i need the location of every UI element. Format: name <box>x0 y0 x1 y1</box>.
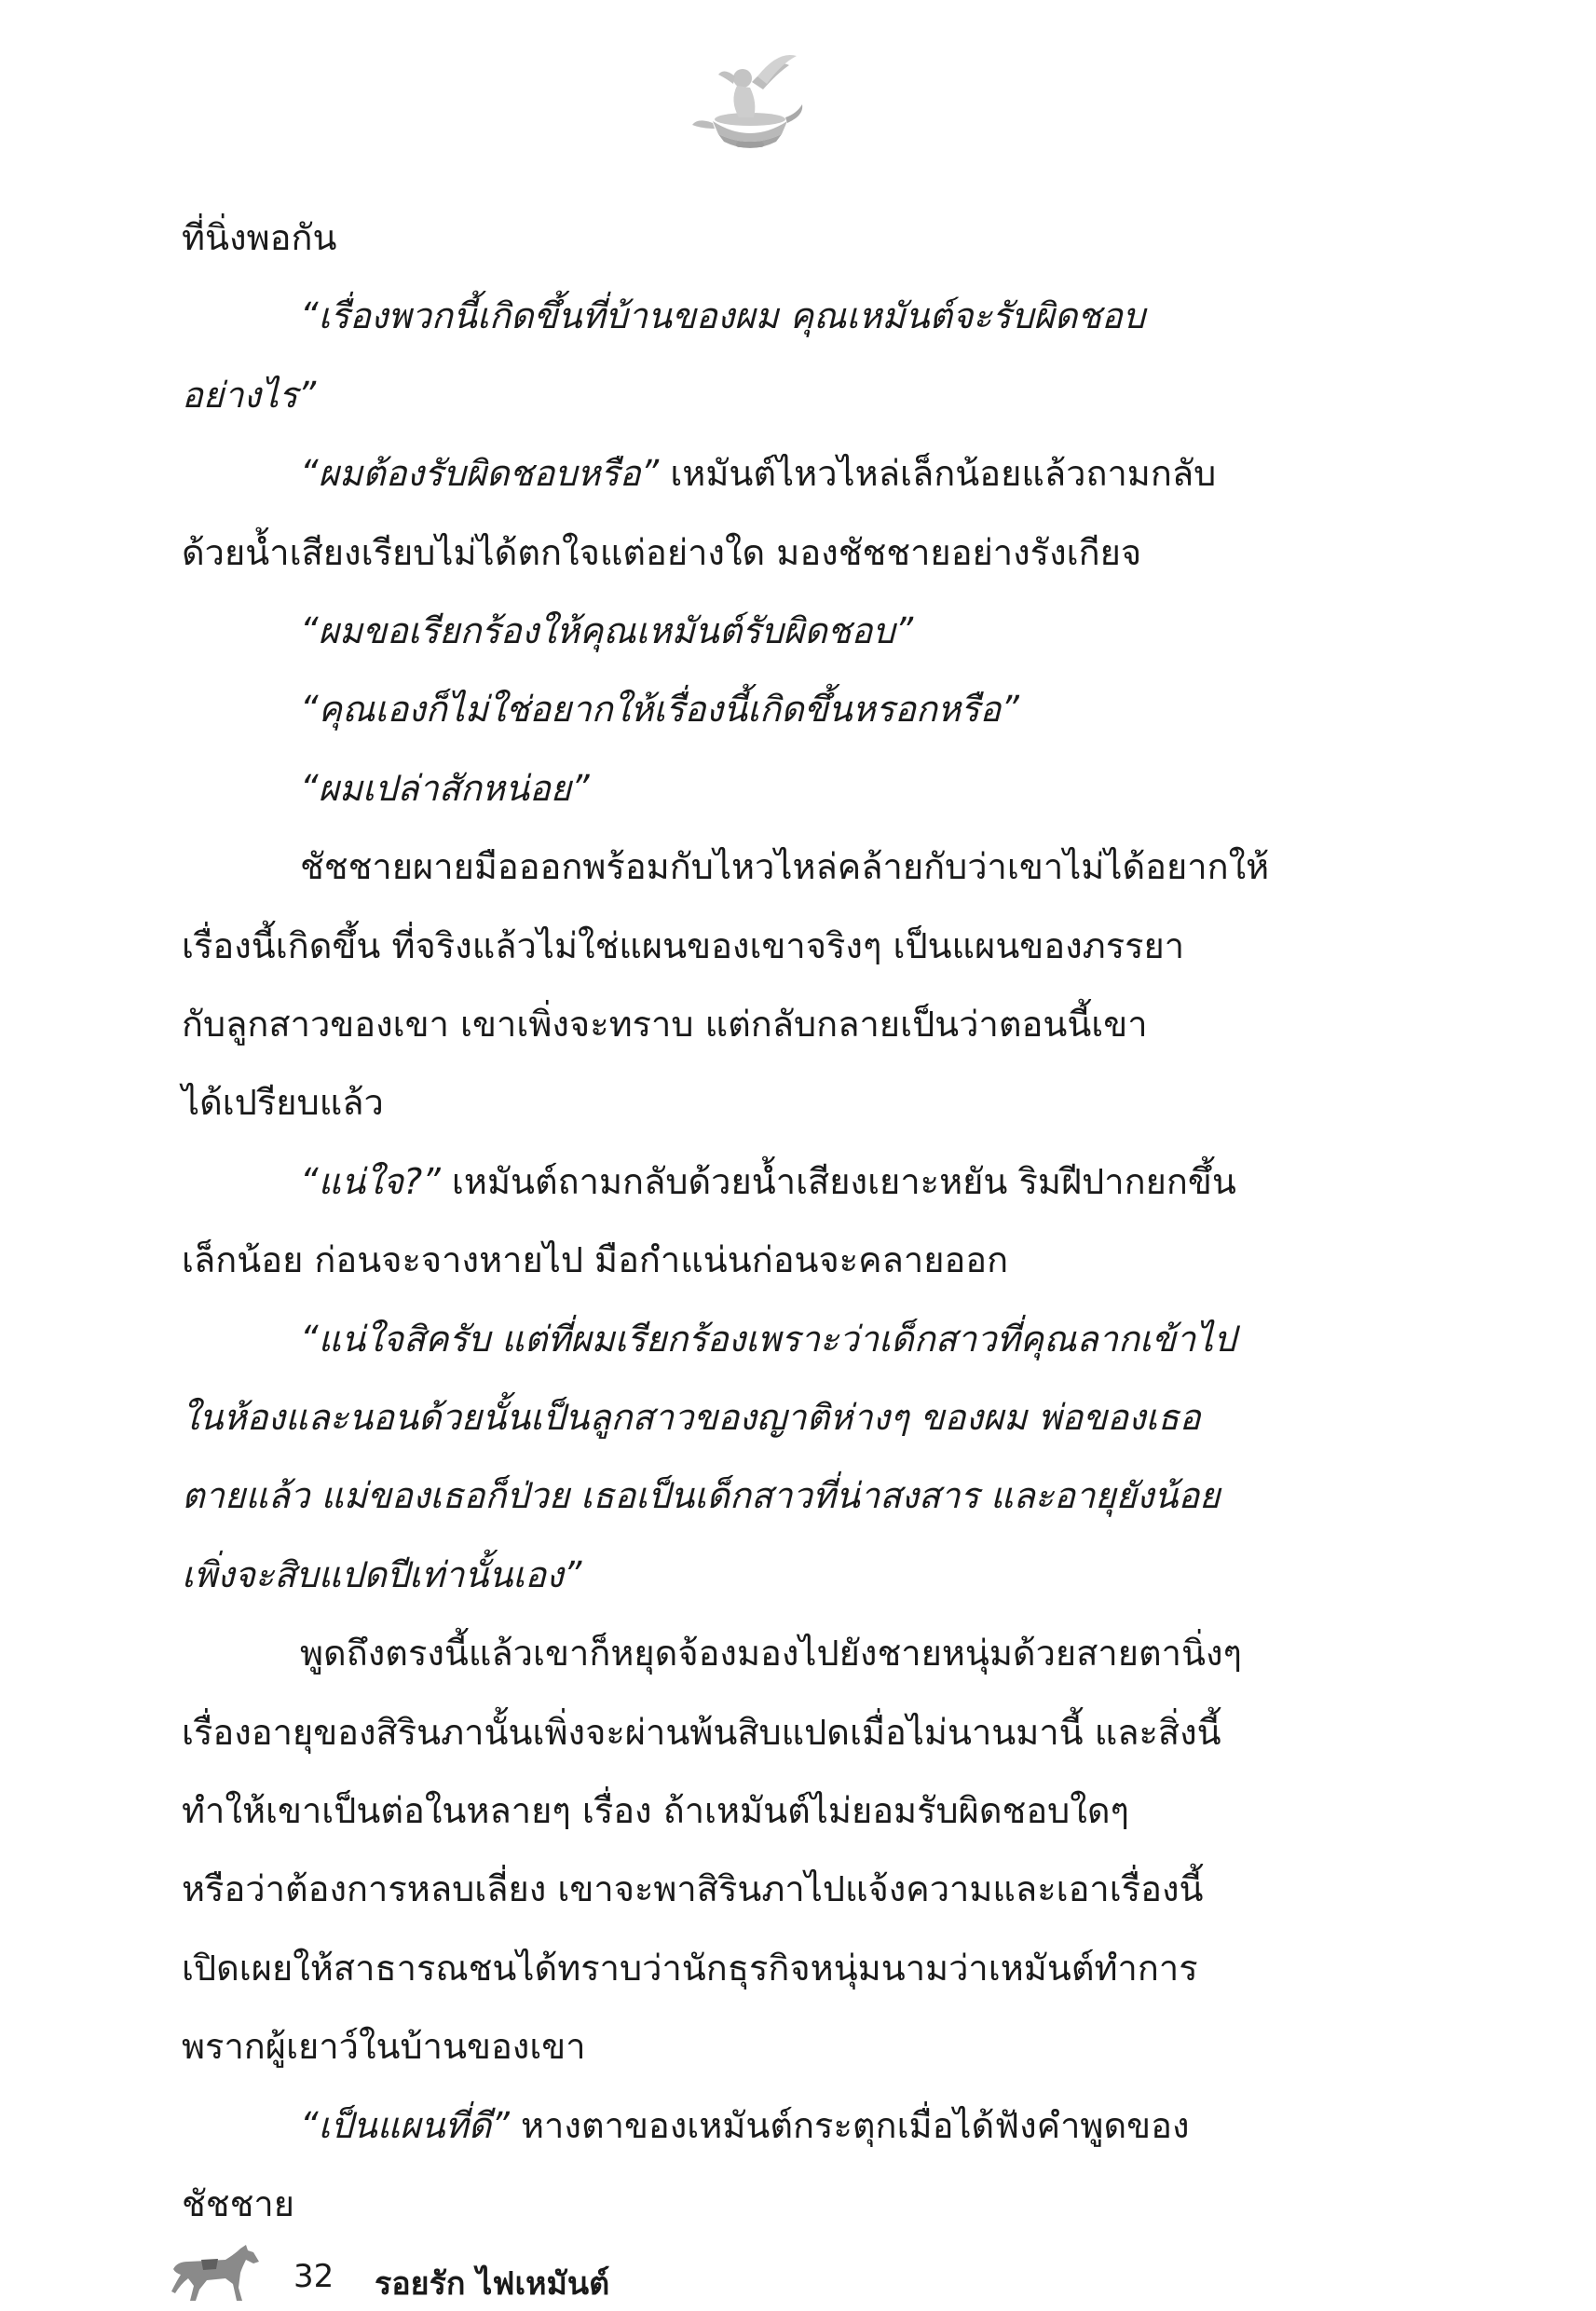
text-line <box>182 996 1148 1052</box>
text-line <box>182 918 1184 974</box>
text-line <box>300 2098 1190 2154</box>
text-line <box>182 1468 1220 1524</box>
horse-icon <box>168 2241 270 2306</box>
text-line <box>182 1783 1129 1839</box>
narration-text: หางตาของเหมันต์กระตุกเมื่อได้ฟังคำพูดของ <box>509 2105 1190 2146</box>
narration-text: ชัชชาย <box>182 2183 294 2224</box>
narration-text: พรากผู้เยาว์ในบ้านของเขา <box>182 2026 586 2067</box>
narration-text: พูดถึงตรงนี้แล้วเขาก็หยุดจ้องมองไปยังชายหนุ่มด้วยสายตานิ่งๆ <box>300 1633 1242 1674</box>
text-line <box>300 839 1269 895</box>
text-line <box>182 210 336 266</box>
narration-text: เล็กน้อย ก่อนจะจางหายไป มือกำแน่นก่อนจะคลายออก <box>182 1239 1009 1280</box>
dialogue-text: “แน่ใจสิครับ แต่ที่ผมเรียกร้องเพราะว่าเด็กสาวที่คุณลากเข้าไป <box>300 1319 1236 1360</box>
dialogue-text: ตายแล้ว แม่ของเธอก็ป่วย เธอเป็นเด็กสาวที่น่าสงสาร และอายุยังน้อย <box>182 1475 1221 1516</box>
text-line <box>182 1074 384 1130</box>
text-line <box>182 1547 581 1603</box>
narration-text: ได้เปรียบแล้ว <box>182 1082 384 1123</box>
dialogue-text: “แน่ใจ?” <box>300 1161 441 1202</box>
book-title: รอยรัก ไฟเหมันต์ <box>375 2265 610 2303</box>
narration-text: กับลูกสาวของเขา เขาเพิ่งจะทราบ แต่กลับกลายเป็นว่าตอนนี้เขา <box>182 1004 1148 1045</box>
narration-text: ทำให้เขาเป็นต่อในหลายๆ เรื่อง ถ้าเหมันต์ไม่ยอมรับผิดชอบใดๆ <box>182 1790 1129 1831</box>
text-line <box>182 367 316 423</box>
text-line <box>300 288 1145 344</box>
text-line <box>182 1232 1008 1288</box>
text-line <box>182 1861 1204 1917</box>
ornament-cupid-lamp-icon <box>685 48 815 160</box>
text-line <box>182 2176 294 2232</box>
narration-text: เรื่องอายุของสิรินภานั้นเพิ่งจะผ่านพ้นสิบแปดเมื่อไม่นานมานี้ และสิ่งนี้ <box>182 1712 1221 1753</box>
narration-text: เรื่องนี้เกิดขึ้น ที่จริงแล้วไม่ใช่แผนของเขาจริงๆ เป็นแผนของภรรยา <box>182 925 1185 966</box>
narration-text: ด้วยน้ำเสียงเรียบไม่ได้ตกใจแต่อย่างใด มองชัชชายอย่างรังเกียจ <box>182 532 1142 573</box>
text-line <box>300 760 590 816</box>
page-footer <box>168 2241 727 2306</box>
text-line <box>182 1389 1201 1445</box>
text-line <box>182 1940 1198 1996</box>
dialogue-text: “เป็นแผนที่ดี” <box>300 2105 510 2146</box>
text-line <box>300 603 913 659</box>
text-line <box>300 681 1019 737</box>
narration-text: เปิดเผยให้สาธารณชนได้ทราบว่านักธุรกิจหนุ่มนามว่าเหมันต์ทำการ <box>182 1948 1198 1989</box>
dialogue-text: “ผมเปล่าสักหน่อย” <box>300 768 590 809</box>
narration-text: หรือว่าต้องการหลบเลี่ยง เขาจะพาสิรินภาไปแจ้งความและเอาเรื่องนี้ <box>182 1868 1204 1909</box>
dialogue-text: ในห้องและนอนด้วยนั้นเป็นลูกสาวของญาติห่างๆ ของผม พ่อของเธอ <box>182 1397 1201 1438</box>
narration-text: ชัชชายผายมือออกพร้อมกับไหวไหล่คล้ายกับว่าเขาไม่ได้อยากให้ <box>300 846 1270 887</box>
dialogue-text: “เรื่องพวกนี้เกิดขึ้นที่บ้านของผม คุณเหมันต์จะรับผิดชอบ <box>300 295 1145 336</box>
dialogue-text: อย่างไร” <box>182 375 317 416</box>
narration-text: เหมันต์ไหวไหล่เล็กน้อยแล้วถามกลับ <box>659 453 1217 494</box>
text-line <box>300 1154 1236 1210</box>
text-line <box>300 445 1216 501</box>
text-line <box>182 525 1141 581</box>
dialogue-text: “ผมขอเรียกร้องให้คุณเหมันต์รับผิดชอบ” <box>300 610 914 651</box>
dialogue-text: “คุณเองก็ไม่ใช่อยากให้เรื่องนี้เกิดขึ้นหรอกหรือ” <box>300 689 1019 730</box>
text-line <box>300 1311 1236 1367</box>
narration-text: ที่นิ่งพอกัน <box>182 217 337 258</box>
text-line <box>182 1704 1221 1760</box>
page-number: 32 <box>293 2258 334 2295</box>
dialogue-text: “ผมต้องรับผิดชอบหรือ” <box>300 453 660 494</box>
dialogue-text: เพิ่งจะสิบแปดปีเท่านั้นเอง” <box>182 1554 582 1595</box>
text-line <box>182 2018 586 2074</box>
text-line <box>300 1625 1242 1681</box>
narration-text: เหมันต์ถามกลับด้วยน้ำเสียงเยาะหยัน ริมฝีปากยกขึ้น <box>440 1161 1236 1202</box>
